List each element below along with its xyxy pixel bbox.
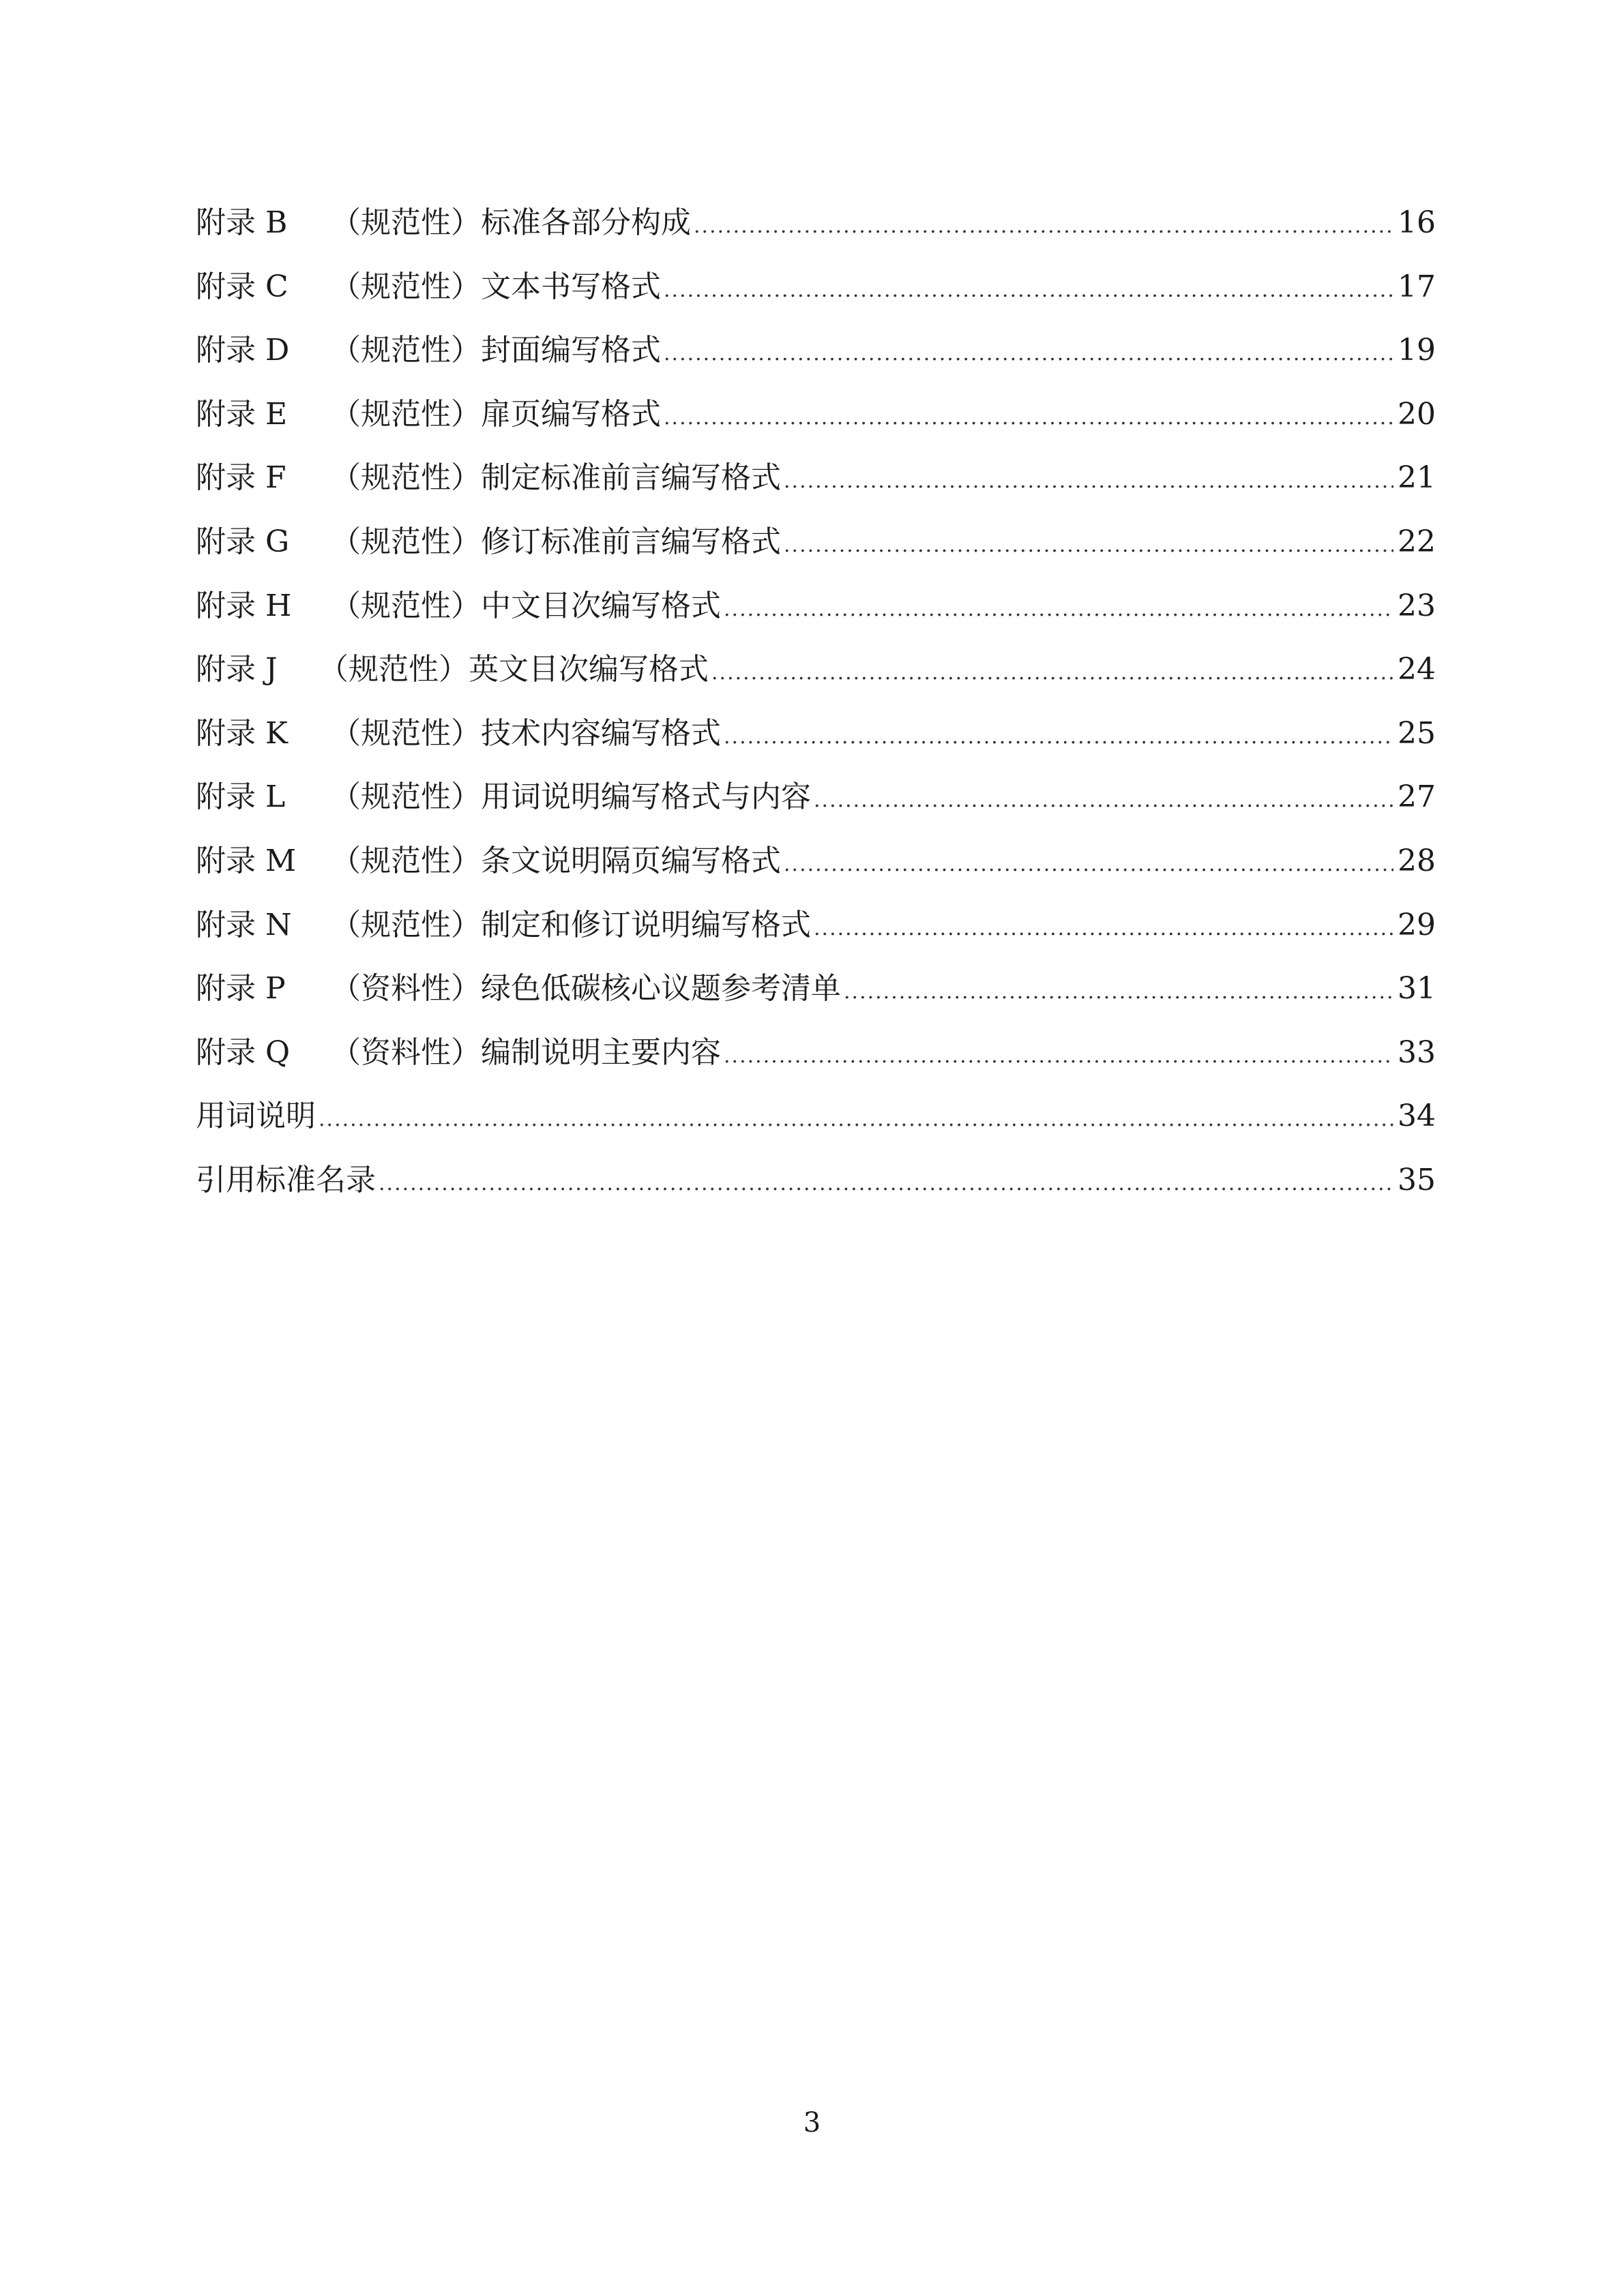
toc-entry-appendix-h[interactable] <box>196 574 1436 638</box>
toc-entry-page: 21 <box>1398 460 1436 496</box>
toc-entry-term-explanation[interactable] <box>196 1084 1436 1148</box>
toc-entry-prefix: 附录 D <box>196 333 290 368</box>
toc-entry-label <box>196 510 781 574</box>
toc-entry-label <box>196 191 691 255</box>
toc-entry-label <box>196 574 721 638</box>
toc-entry-label <box>196 255 661 319</box>
toc-entry-title: （资料性）编制说明主要内容 <box>331 1034 721 1070</box>
page-number: 3 <box>803 2107 821 2138</box>
toc-entry-prefix: 附录 B <box>196 205 288 240</box>
toc-dot-leader <box>664 322 1393 386</box>
toc-dot-leader <box>724 1024 1393 1088</box>
toc-entry-appendix-e[interactable] <box>196 383 1436 447</box>
toc-entry-prefix: 附录 F <box>196 460 286 496</box>
toc-entry-appendix-q[interactable] <box>196 1021 1436 1085</box>
toc-entry-prefix: 附录 K <box>196 715 288 751</box>
toc-entry-label <box>196 318 661 383</box>
toc-dot-leader <box>724 578 1393 642</box>
toc-entry-page: 19 <box>1398 333 1436 368</box>
toc-dot-leader <box>319 1088 1393 1152</box>
toc-entry-prefix: 附录 C <box>196 269 289 304</box>
toc-entry-label <box>196 765 811 829</box>
toc-entry-page: 16 <box>1398 205 1436 240</box>
toc-entry-appendix-m[interactable] <box>196 829 1436 893</box>
toc-entry-page: 20 <box>1398 396 1436 432</box>
toc-dot-leader <box>379 1152 1393 1216</box>
toc-entry-page: 17 <box>1398 269 1436 304</box>
toc-entry-title: （规范性）标准各部分构成 <box>331 205 691 240</box>
toc-entry-label <box>196 702 721 766</box>
toc-dot-leader <box>784 833 1393 897</box>
toc-dot-leader <box>664 258 1393 323</box>
toc-entry-title: （规范性）修订标准前言编写格式 <box>331 524 781 559</box>
toc-entry-label <box>196 957 841 1021</box>
toc-entry-prefix: 附录 M <box>196 843 297 878</box>
toc-entry-prefix: 附录 J <box>196 652 278 687</box>
toc-dot-leader <box>844 960 1393 1024</box>
toc-entry-title: （规范性）中文目次编写格式 <box>331 588 721 623</box>
toc-entry-title: （规范性）条文说明隔页编写格式 <box>331 843 781 878</box>
toc-entry-page: 27 <box>1398 779 1436 815</box>
toc-entry-page: 35 <box>1398 1162 1436 1197</box>
toc-entry-prefix: 附录 L <box>196 779 286 815</box>
toc-entry-prefix: 附录 G <box>196 524 290 559</box>
toc-entry-page: 23 <box>1398 588 1436 623</box>
toc-entry-prefix: 附录 P <box>196 971 286 1007</box>
toc-entry-appendix-k[interactable] <box>196 702 1436 766</box>
toc-entry-appendix-c[interactable] <box>196 255 1436 319</box>
toc-entry-page: 31 <box>1398 971 1436 1007</box>
table-of-contents <box>196 191 1436 1212</box>
toc-entry-title: 引用标准名录 <box>196 1162 376 1197</box>
toc-dot-leader <box>784 449 1393 513</box>
toc-entry-title: （规范性）文本书写格式 <box>331 269 661 304</box>
toc-entry-label <box>196 829 781 893</box>
toc-entry-prefix: 附录 Q <box>196 1034 291 1070</box>
toc-entry-prefix: 附录 H <box>196 588 292 623</box>
toc-dot-leader <box>711 641 1393 705</box>
toc-entry-appendix-j[interactable] <box>196 638 1436 702</box>
toc-entry-appendix-p[interactable] <box>196 957 1436 1021</box>
toc-entry-page: 24 <box>1398 652 1436 687</box>
toc-entry-appendix-f[interactable] <box>196 446 1436 510</box>
toc-entry-title: （规范性）用词说明编写格式与内容 <box>331 779 811 815</box>
toc-dot-leader <box>784 513 1393 578</box>
toc-entry-title: （规范性）技术内容编写格式 <box>331 715 721 751</box>
toc-entry-page: 28 <box>1398 843 1436 878</box>
toc-entry-title: （规范性）制定标准前言编写格式 <box>331 460 781 496</box>
toc-entry-prefix: 附录 E <box>196 396 288 432</box>
toc-entry-referenced-standards[interactable] <box>196 1148 1436 1212</box>
toc-entry-appendix-n[interactable] <box>196 893 1436 957</box>
toc-entry-page: 25 <box>1398 715 1436 751</box>
toc-entry-page: 34 <box>1398 1099 1436 1134</box>
toc-entry-page: 22 <box>1398 524 1436 559</box>
toc-entry-title: （资料性）绿色低碳核心议题参考清单 <box>331 971 841 1007</box>
toc-entry-page: 33 <box>1398 1034 1436 1070</box>
toc-entry-label <box>196 446 781 510</box>
toc-dot-leader <box>814 769 1393 833</box>
toc-entry-appendix-g[interactable] <box>196 510 1436 574</box>
toc-dot-leader <box>724 705 1393 769</box>
toc-entry-label <box>196 1021 721 1085</box>
toc-entry-label <box>196 383 661 447</box>
toc-dot-leader <box>694 194 1393 258</box>
toc-entry-title: （规范性）封面编写格式 <box>331 333 661 368</box>
toc-entry-title: （规范性）英文目次编写格式 <box>319 652 709 687</box>
toc-dot-leader <box>814 897 1393 961</box>
toc-entry-prefix: 附录 N <box>196 907 292 942</box>
toc-entry-title: （规范性）制定和修订说明编写格式 <box>331 907 811 942</box>
toc-entry-appendix-d[interactable] <box>196 318 1436 383</box>
toc-entry-page: 29 <box>1398 907 1436 942</box>
toc-entry-appendix-l[interactable] <box>196 765 1436 829</box>
toc-dot-leader <box>664 386 1393 450</box>
toc-entry-title: 用词说明 <box>196 1099 316 1134</box>
toc-entry-label <box>196 893 811 957</box>
toc-entry-appendix-b[interactable] <box>196 191 1436 255</box>
toc-entry-label <box>196 638 709 702</box>
toc-entry-title: （规范性）扉页编写格式 <box>331 396 661 432</box>
